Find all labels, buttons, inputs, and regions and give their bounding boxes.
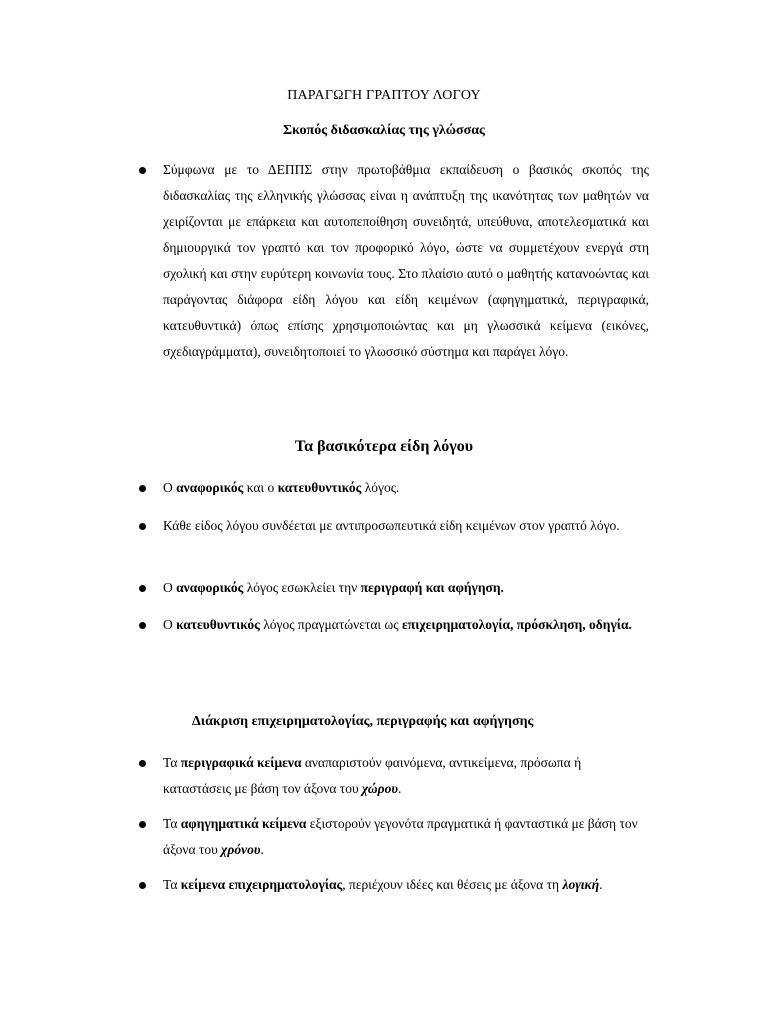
bullet-icon	[136, 818, 150, 832]
list-item: Τα περιγραφικά κείμενα αναπαριστούν φαινόμενα, αντικείμενα, πρόσωπα ή καταστάσεις με βάση τον άξονα του χώρου.	[163, 755, 582, 796]
list-item: Ο κατευθυντικός λόγος πραγματώνεται ως επιχειρηματολογία, πρόσκληση, οδηγία.	[163, 617, 632, 632]
list-item: Τα αφηγηματικά κείμενα εξιστορούν γεγονότα πραγματικά ή φανταστικά με βάση τον άξονα του χρόνου.	[163, 816, 638, 857]
bullet-icon	[136, 879, 150, 893]
bullet-icon	[136, 164, 150, 178]
bullet-icon	[136, 757, 150, 771]
list-item: Τα κείμενα επιχειρηματολογίας, περιέχουν ιδέες και θέσεις με άξονα τη λογική.	[163, 877, 603, 892]
section-subtitle: Σκοπός διδασκαλίας της γλώσσας	[283, 123, 485, 138]
bullet-icon	[136, 482, 150, 496]
bullet-icon	[136, 619, 150, 633]
section-heading-distinction: Διάκριση επιχειρηματολογίας, περιγραφής και αφήγησης	[192, 714, 534, 729]
list-item: Ο αναφορικός και ο κατευθυντικός λόγος.	[163, 480, 400, 495]
section-heading-discourse-types: Τα βασικότερα είδη λόγου	[294, 438, 474, 455]
bullet-icon	[136, 582, 150, 596]
document-title: ΠΑΡΑΓΩΓΗ ΓΡΑΠΤΟΥ ΛΟΓΟΥ	[287, 88, 481, 103]
list-item: Κάθε είδος λόγου συνδέεται με αντιπροσωπευτικά είδη κειμένων στον γραπτό λόγο.	[163, 518, 620, 533]
bullet-icon	[136, 520, 150, 534]
list-item: Ο αναφορικός λόγος εσωκλείει την περιγραφή και αφήγηση.	[163, 580, 504, 595]
intro-paragraph: Σύμφωνα με το ΔΕΠΠΣ στην πρωτοβάθμια εκπαίδευση ο βασικός σκοπός της διδασκαλίας της ελληνικής γλώσσας είναι η ανάπτυξη της ικανότητας των μαθητών να χειρίζονται με επάρκεια και αυτοπεποίθηση συνειδητά, υπεύθυνα, αποτελεσματικά και δημιουργικά τον γραπτό και τον προφορικό λόγο, ώστε να συμμετέχουν ενεργά στη σχολική και στην ευρύτερη κοινωνία τους. Στο πλαίσιο αυτό ο μαθητής κατανοώντας και παράγοντας διάφορα είδη λόγου και είδη κειμένων (αφηγηματικά, περιγραφικά, κατευθυντικά) όπως επίσης χρησιμοποιώντας και μη γλωσσικά κείμενα (εικόνες, σχεδιαγράμματα), συνειδητοποιεί το γλωσσικό σύστημα και παράγει λόγο.	[163, 162, 649, 359]
